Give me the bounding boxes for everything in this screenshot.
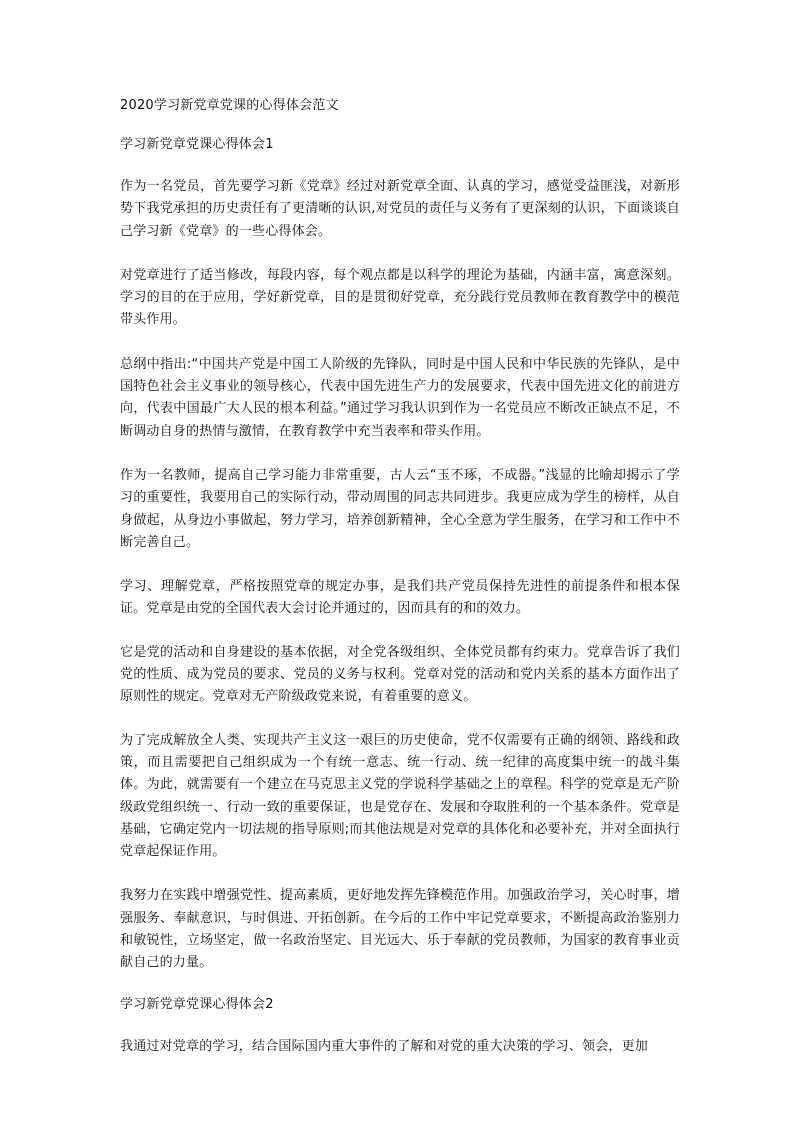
paragraph: 作为一名党员，首先要学习新《党章》经过对新党章全面、认真的学习，感觉受益匪浅，对新形势下我党承担的历史责任有了更清晰的认识,对党员的责任与义务有了更深刻的认识，下面谈谈自己学习新《党章》的一些心得体会。: [120, 179, 680, 239]
paragraph: 对党章进行了适当修改，每段内容，每个观点都是以科学的理论为基础，内涵丰富，寓意深刻。学习的目的在于应用，学好新党章，目的是贯彻好党章，充分践行党员教师在教育教学中的模范带头作用。: [120, 267, 680, 328]
document-page: [120, 97, 680, 1080]
paragraph: 它是党的活动和自身建设的基本依据，对全党各级组织、全体党员都有约束力。党章告诉了我们党的性质、成为党员的要求、党员的义务与权利。党章对党的活动和党内关系的基本方面作出了原则性的规定。党章对无产阶级政党来说，有着重要的意义。: [120, 644, 680, 705]
section-heading-2: 学习新党章党课心得体会2: [120, 996, 274, 1012]
paragraph: 作为一名教师，提高自己学习能力非常重要，古人云“玉不琢，不成器。”浅显的比喻却揭示了学习的重要性，我要用自己的实际行动，带动周围的同志共同进步。我更应成为学生的榜样，从自身做起，从身边小事做起，努力学习，培养创新精神，全心全意为学生服务，在学习和工作中不断完善自己。: [120, 467, 680, 550]
paragraph: 为了完成解放全人类、实现共产主义这一艰巨的历史使命，党不仅需要有正确的纲领、路线和政策，而且需要把自己组织成为一个有统一意志、统一行动、统一纪律的高度集中统一的战斗集体。为此，就需要有一个建立在马克思主义党的学说科学基础之上的章程。科学的党章是无产阶级政党组织统一、行动一致的重要保证，也是党存在、发展和夺取胜利的一个基本条件。党章是基础，它确定党内一切法规的指导原则;而其他法规是对党章的具体化和必要补充，并对全面执行党章起保证作用。: [120, 732, 680, 860]
paragraph: 我通过对党章的学习，结合国际国内重大事件的了解和对党的重大决策的学习、领会，更加: [120, 1038, 649, 1054]
paragraph: 我努力在实践中增强党性、提高素质，更好地发挥先锋模范作用。加强政治学习，关心时事，增强服务、奉献意识，与时俱进、开拓创新。在今后的工作中牢记党章要求，不断提高政治鉴别力和敏锐性，立场坚定，做一名政治坚定、目光远大、乐于奉献的党员教师，为国家的教育事业贡献自己的力量。: [120, 888, 680, 971]
document-title: 2020学习新党章党课的心得体会范文: [120, 98, 339, 113]
paragraph: 总纲中指出:“中国共产党是中国工人阶级的先锋队，同时是中国人民和中华民族的先锋队，是中国特色社会主义事业的领导核心，代表中国先进生产力的发展要求，代表中国先进文化的前进方向，代表中国最广大人民的根本利益。”通过学习我认识到作为一名党员应不断改正缺点不足，不断调动自身的热情与激情，在教育教学中充当表率和带头作用。: [120, 356, 680, 439]
section-heading-1: 学习新党章党课心得体会1: [120, 137, 274, 152]
paragraph: 学习、理解党章，严格按照党章的规定办事，是我们共产党员保持先进性的前提条件和根本保证。党章是由党的全国代表大会讨论并通过的，因而具有的和的效力。: [120, 579, 680, 617]
